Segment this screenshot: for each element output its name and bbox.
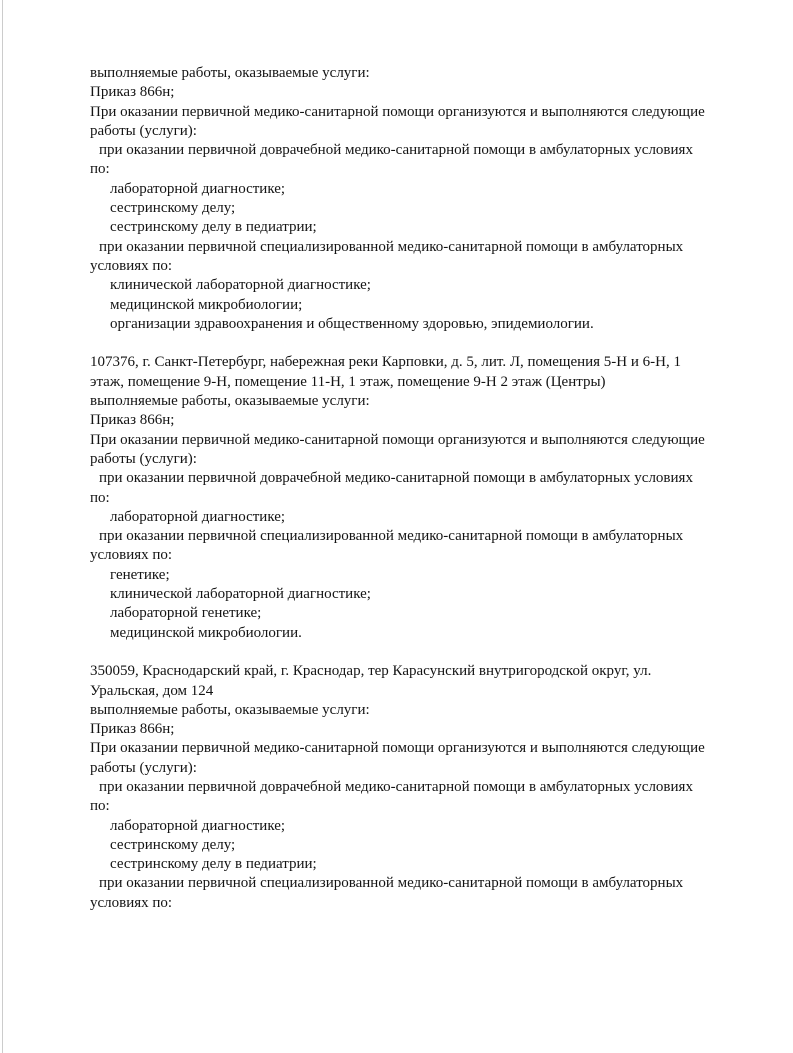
text-line: При оказании первичной медико-санитарной помощи организуются и выполняются следующие [90, 103, 705, 120]
text-line: лабораторной диагностике; [110, 180, 286, 197]
document-content [90, 64, 770, 913]
section-address-krasnodar [90, 662, 770, 913]
text-line: клинической лабораторной диагностике; [110, 586, 371, 603]
text-line: лабораторной диагностике; [110, 508, 286, 525]
text-line: работы (услуги): [90, 759, 197, 776]
text-line: 107376, г. Санкт-Петербург, набережная реки Карповки, д. 5, лит. Л, помещения 5-Н и 6-Н, 1 [90, 354, 681, 371]
text-line: при оказании первичной специализированной медико-санитарной помощи в амбулаторных [99, 238, 684, 255]
text-line: сестринскому делу; [110, 836, 236, 853]
text-line: по: [90, 489, 110, 506]
text-line: Приказ 866н; [90, 721, 175, 738]
text-line: Уральская, дом 124 [90, 682, 214, 699]
text-line: 350059, Краснодарский край, г. Краснодар, тер Карасунский внутригородской округ, ул. [90, 663, 652, 680]
text-line: работы (услуги): [90, 122, 197, 139]
text-line: выполняемые работы, оказываемые услуги: [90, 393, 370, 410]
text-line: Приказ 866н; [90, 412, 175, 429]
text-line: организации здравоохранения и общественному здоровью, эпидемиологии. [110, 315, 594, 332]
text-line: сестринскому делу; [110, 200, 236, 217]
text-line: сестринскому делу в педиатрии; [110, 219, 317, 236]
text-line: условиях по: [90, 894, 173, 911]
text-line: При оказании первичной медико-санитарной помощи организуются и выполняются следующие [90, 431, 705, 448]
text-line: Приказ 866н; [90, 84, 175, 101]
text-line: условиях по: [90, 257, 173, 274]
text-line: при оказании первичной специализированной медико-санитарной помощи в амбулаторных [99, 875, 684, 892]
text-line: клинической лабораторной диагностике; [110, 277, 371, 294]
text-line: работы (услуги): [90, 450, 197, 467]
text-line: при оказании первичной доврачебной медико-санитарной помощи в амбулаторных условиях [99, 142, 693, 159]
text-line: этаж, помещение 9-Н, помещение 11-Н, 1 этаж, помещение 9-Н 2 этаж (Центры) [90, 373, 606, 390]
text-line: при оказании первичной доврачебной медико-санитарной помощи в амбулаторных условиях [99, 470, 693, 487]
text-line: лабораторной генетике; [110, 605, 262, 622]
text-line: условиях по: [90, 547, 173, 564]
text-line: сестринскому делу в педиатрии; [110, 856, 317, 873]
section-services-1 [90, 64, 770, 334]
text-line: при оказании первичной доврачебной медико-санитарной помощи в амбулаторных условиях [99, 778, 693, 795]
text-line: выполняемые работы, оказываемые услуги: [90, 701, 370, 718]
page-left-rule [2, 0, 3, 1053]
text-line: медицинской микробиологии; [110, 296, 303, 313]
text-line: При оказании первичной медико-санитарной помощи организуются и выполняются следующие [90, 740, 705, 757]
text-line: генетике; [110, 566, 170, 583]
text-line: по: [90, 798, 110, 815]
text-line: лабораторной диагностике; [110, 817, 286, 834]
text-line: выполняемые работы, оказываемые услуги: [90, 65, 370, 81]
text-line: медицинской микробиологии. [110, 624, 302, 641]
section-address-spb [90, 353, 770, 642]
text-line: по: [90, 161, 110, 178]
text-line: при оказании первичной специализированной медико-санитарной помощи в амбулаторных [99, 528, 684, 545]
